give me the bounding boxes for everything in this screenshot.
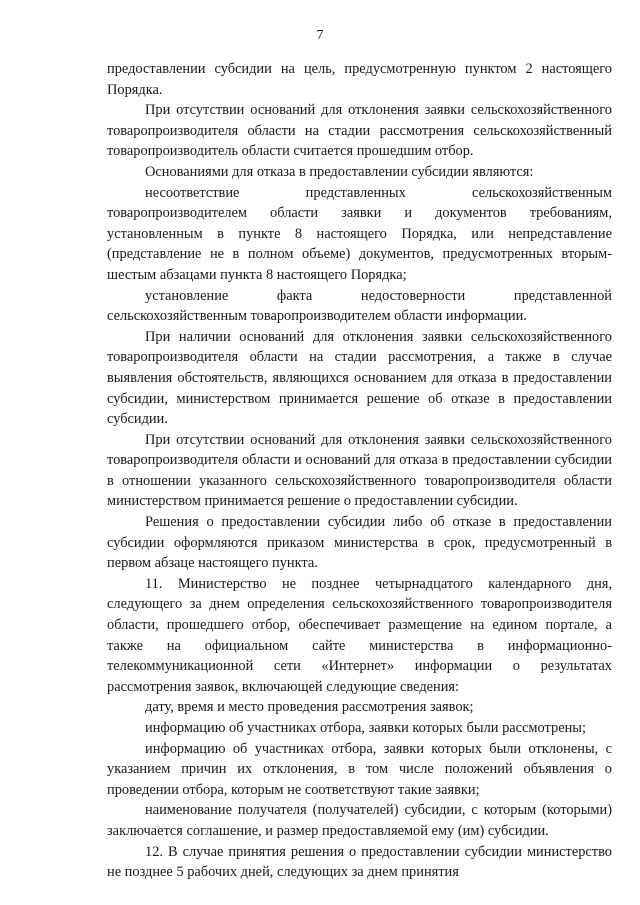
paragraph-no-rejection-grounds: При отсутствии оснований для отклонения заявки сельскохозяйственного товаропроизводителя области на стадии рассмотрения сельскохозяйственный товаропроизводитель области считается прошедшим отбор. bbox=[107, 102, 612, 160]
document-body bbox=[107, 59, 612, 883]
paragraph-refusal-grounds-intro: Основаниями для отказа в предоставлении субсидии являются: bbox=[145, 163, 534, 180]
paragraph-decision-formalization: Решения о предоставлении субсидии либо об отказе в предоставлении субсидии оформляются приказом министерства в срок, предусмотренный в первом абзаце настоящего пункта. bbox=[107, 514, 612, 572]
list-item-recipients: наименование получателя (получателей) субсидии, с которым (которыми) заключается соглашение, и размер предоставляемой ему (им) субсидии. bbox=[107, 802, 612, 839]
paragraph-grant-decision: При отсутствии оснований для отклонения заявки сельскохозяйственного товаропроизводителя области и оснований для отказа в предоставлении субсидии в отношении указанного сельскохозяйственного товаропроизводителя области министерством принимается решение о предоставлении субсидии. bbox=[107, 431, 612, 510]
paragraph-item-11: 11. Министерство не позднее четырнадцатого календарного дня, следующего за днем определения сельскохозяйственного товаропроизводителя области, прошедшего отбор, обеспечивает размещение на едином портале, а также на официальном сайте министерства в информационно-телекоммуникационной сети «Интернет» информации о результатах рассмотрения заявок, включающей следующие сведения: bbox=[107, 575, 612, 695]
list-item-review-date: дату, время и место проведения рассмотрения заявок; bbox=[145, 699, 474, 716]
paragraph-refusal-ground-unreliable-info: установление факта недостоверности представленной сельскохозяйственным товаропроизводителем области информации. bbox=[107, 287, 612, 325]
paragraph-refusal-decision: При наличии оснований для отклонения заявки сельскохозяйственного товаропроизводителя области на стадии рассмотрения, а также в случае выявления обстоятельств, являющихся основанием для отказа в предоставлении субсидии, министерством принимается решение об отказе в предоставлении субсидии. bbox=[107, 328, 612, 428]
paragraph-continuation: предоставлении субсидии на цель, предусмотренную пунктом 2 настоящего Порядка. bbox=[107, 61, 612, 98]
page-number: 7 bbox=[316, 28, 324, 43]
list-item-reviewed-participants: информацию об участниках отбора, заявки которых были рассмотрены; bbox=[145, 720, 586, 736]
paragraph-item-12: 12. В случае принятия решения о предоставлении субсидии министерство не позднее 5 рабочих дней, следующих за днем принятия bbox=[107, 843, 612, 881]
list-item-rejected-participants: информацию об участниках отбора, заявки которых были отклонены, с указанием причин их отклонения, в том числе положений объявления о проведении отбора, которым не соответствуют такие заявки; bbox=[107, 740, 612, 798]
paragraph-refusal-ground-nonconformity: несоответствие представленных сельскохозяйственным товаропроизводителем области заявки и документов требованиям, установленным в пункте 8 настоящего Порядка, или непредставление (представление не в полном объеме) документов, предусмотренных вторым-шестым абзацами пункта 8 настоящего Порядка; bbox=[107, 184, 612, 283]
